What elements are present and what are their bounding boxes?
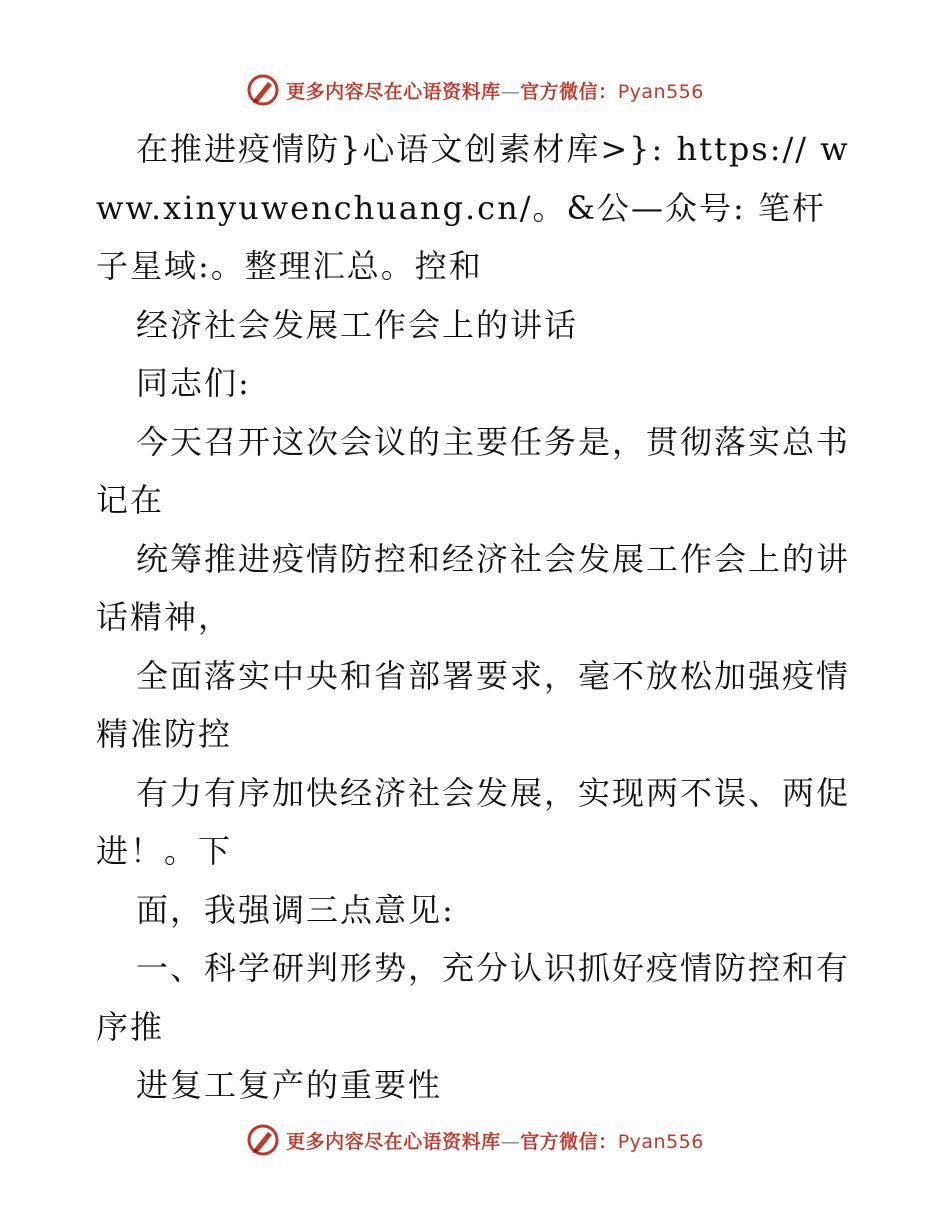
banner-separator: — — [500, 80, 521, 103]
paragraph-source-note: 在推进疫情防}心语文创素材库>}: https:// www.xinyuwenchuang.cn/。&公—众号: 笔杆子星域:。整理汇总。控和 — [96, 130, 850, 285]
paragraph-section-one-cont: 进复工复产的重要性 — [136, 1066, 443, 1104]
paragraph-intro: 今天召开这次会议的主要任务是，贯彻落实总书记在 — [96, 422, 851, 519]
banner-separator: — — [500, 1130, 521, 1153]
banner-main-text: 更多内容尽在心语资料库 — [286, 1130, 501, 1153]
paragraph-development: 有力有序加快经济社会发展，实现两不误、两促进！。下 — [96, 773, 851, 870]
paragraph-salutation: 同志们: — [136, 364, 251, 402]
banner-wechat-id: Pyan556 — [617, 80, 704, 103]
header-banner — [0, 70, 950, 110]
paragraph-spirit: 统筹推进疫情防控和经济社会发展工作会上的讲话精神， — [96, 539, 851, 636]
banner-main-text: 更多内容尽在心语资料库 — [286, 80, 501, 103]
footer-banner — [0, 1120, 950, 1160]
paragraph-title: 经济社会发展工作会上的讲话 — [136, 305, 579, 344]
pen-logo-icon — [246, 73, 280, 107]
paragraph-section-one: 一、科学研判形势，充分认识抓好疫情防控和有序推 — [96, 949, 851, 1046]
banner-wechat-id: Pyan556 — [617, 1130, 704, 1153]
banner-official-label: 官方微信： — [520, 80, 618, 103]
paragraph-three-points: 面，我强调三点意见: — [136, 890, 455, 929]
paragraph-requirements: 全面落实中央和省部署要求，毫不放松加强疫情精准防控 — [96, 656, 851, 753]
pen-logo-icon — [246, 1123, 280, 1157]
document-body — [96, 120, 856, 1115]
banner-official-label: 官方微信： — [520, 1130, 618, 1153]
